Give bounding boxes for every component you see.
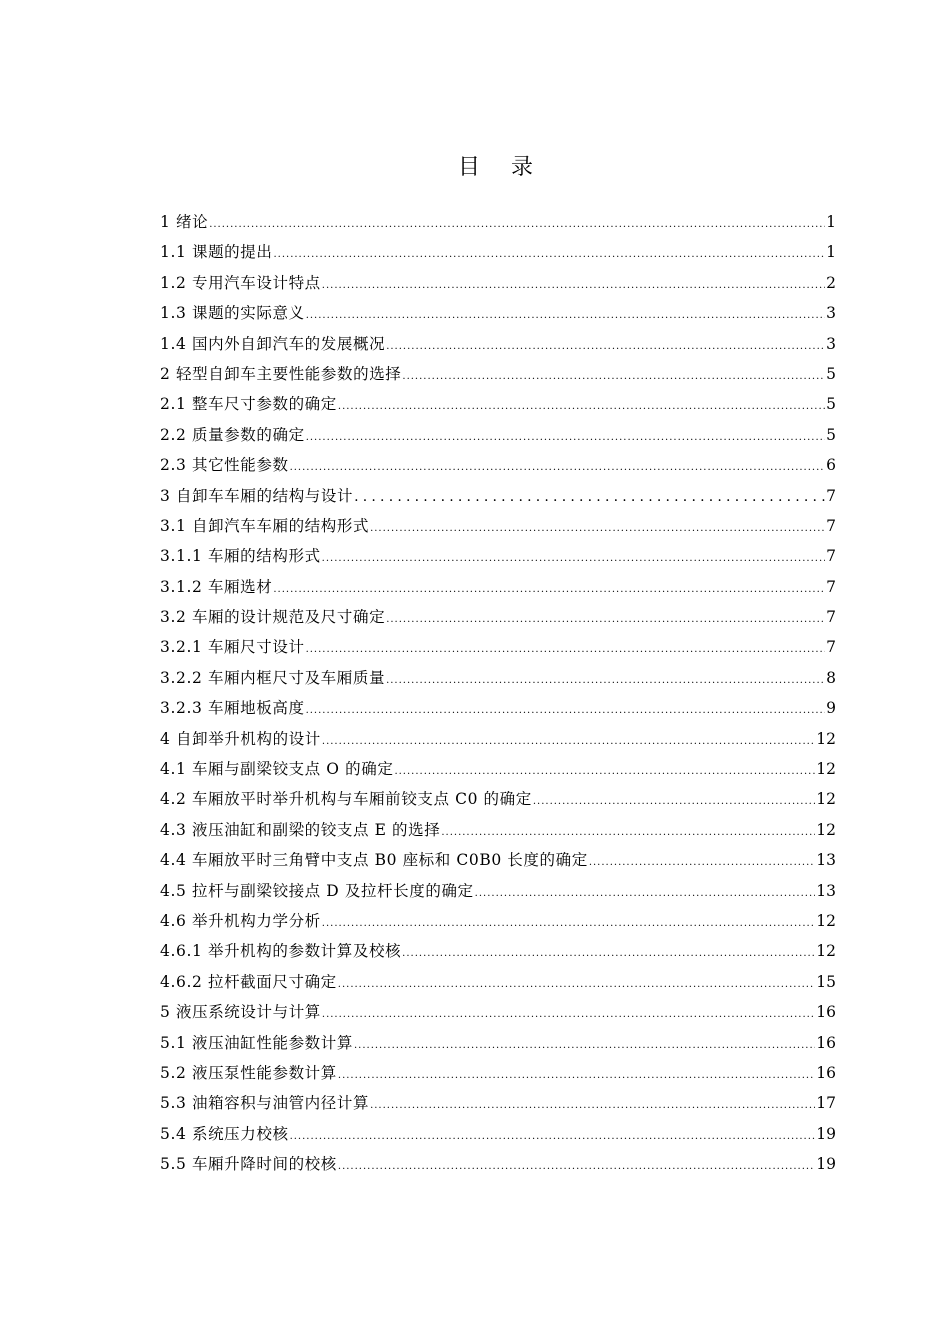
- toc-dot-leader: [386, 605, 825, 635]
- toc-entry-page-number: 16: [816, 1003, 836, 1022]
- toc-entry-page-number: 3: [826, 334, 836, 353]
- toc-dot-leader: [354, 1031, 815, 1061]
- toc-entry: [160, 632, 836, 662]
- toc-entry-page-number: 13: [816, 881, 836, 900]
- toc-entry-page-number: 5: [826, 425, 836, 444]
- toc-dot-leader: [322, 544, 825, 574]
- toc-entry-label: 2.1 整车尺寸参数的确定: [160, 395, 337, 414]
- toc-dot-leader: [533, 787, 815, 817]
- toc-entry-page-number: 19: [816, 1124, 836, 1143]
- toc-entry: [160, 663, 836, 693]
- toc-entry: [160, 967, 836, 997]
- toc-dot-leader: [322, 909, 815, 939]
- toc-entry-label: 5.4 系统压力校核: [160, 1124, 289, 1143]
- toc-entry-page-number: 12: [816, 790, 836, 809]
- toc-entry-page-number: 3: [826, 304, 836, 323]
- toc-entry: [160, 298, 836, 328]
- toc-dot-leader: [441, 818, 815, 848]
- toc-entry: [160, 602, 836, 632]
- toc-entry-label: 1 绪论: [160, 213, 209, 231]
- toc-entry-page-number: 12: [816, 760, 836, 779]
- toc-entry-page-number: 5: [826, 364, 836, 383]
- toc-entry-label: 4 自卸举升机构的设计: [160, 729, 321, 748]
- toc-entry-page-number: 16: [816, 1063, 836, 1082]
- toc-entry-label: 5.3 油箱容积与油管内径计算: [160, 1094, 370, 1113]
- toc-dot-leader: [273, 575, 825, 605]
- toc-dot-leader: [322, 1000, 815, 1030]
- toc-entry: [160, 359, 836, 389]
- toc-entry-page-number: 12: [816, 729, 836, 748]
- toc-entry: [160, 693, 836, 723]
- toc-entry-label: 1.1 课题的提出: [160, 243, 273, 262]
- toc-entry: [160, 997, 836, 1027]
- toc-entry-page-number: 5: [826, 395, 836, 414]
- toc-dot-leader: [290, 453, 826, 483]
- toc-entry: [160, 936, 836, 966]
- toc-entry-label: 4.2 车厢放平时举升机构与车厢前铰支点 C0 的确定: [160, 790, 532, 809]
- toc-entry-label: 3.1.1 车厢的结构形式: [160, 547, 321, 566]
- toc-entry-label: 2.3 其它性能参数: [160, 456, 289, 475]
- toc-entry-page-number: 1: [826, 213, 836, 231]
- toc-entry: [160, 389, 836, 419]
- toc-dot-leader: [589, 848, 815, 878]
- toc-entry: [160, 237, 836, 267]
- toc-entry-label: 2.2 质量参数的确定: [160, 425, 305, 444]
- toc-dot-leader: [402, 939, 815, 969]
- toc-entry: [160, 815, 836, 845]
- toc-entry-label: 5.1 液压油缸性能参数计算: [160, 1033, 353, 1052]
- toc-entry-label: 5.5 车厢升降时间的校核: [160, 1155, 337, 1174]
- toc-entry-label: 3.2.2 车厢内框尺寸及车厢质量: [160, 668, 386, 687]
- toc-dot-leader: [338, 970, 815, 1000]
- toc-entry: [160, 329, 836, 359]
- toc-entry: [160, 420, 836, 450]
- toc-entry-label: 3.1.2 车厢选材: [160, 577, 273, 596]
- toc-entry-page-number: 9: [826, 699, 836, 718]
- toc-entry-label: 3.1 自卸汽车车厢的结构形式: [160, 516, 370, 535]
- toc-entry-page-number: 12: [816, 820, 836, 839]
- toc-dot-leader: [338, 1061, 815, 1091]
- toc-entry-label: 1.2 专用汽车设计特点: [160, 273, 321, 292]
- toc-entry: [160, 845, 836, 875]
- toc-dot-leader: [338, 392, 825, 422]
- toc-entry: [160, 1149, 836, 1179]
- toc-entry: [160, 268, 836, 298]
- toc-dot-leader: [475, 879, 816, 909]
- toc-entry: [160, 754, 836, 784]
- toc-dot-leader: [394, 757, 815, 787]
- toc-entry-page-number: 6: [826, 456, 836, 475]
- toc-entry-label: 2 轻型自卸车主要性能参数的选择: [160, 364, 402, 383]
- toc-entry-page-number: 1: [826, 243, 836, 262]
- toc-entry-page-number: 7: [826, 608, 836, 627]
- toc-dot-leader: [338, 1152, 815, 1182]
- toc-dot-leader: [322, 271, 825, 301]
- toc-entry-page-number: 19: [816, 1155, 836, 1174]
- toc-entry-page-number: 12: [816, 911, 836, 930]
- toc-dot-leader: [306, 423, 825, 453]
- toc-entry-label: 3.2.1 车厢尺寸设计: [160, 638, 305, 657]
- toc-entry-label: 3.2.3 车厢地板高度: [160, 699, 305, 718]
- toc-dot-leader: [306, 301, 825, 331]
- toc-entry-page-number: 12: [816, 942, 836, 961]
- toc-entry: [160, 1119, 836, 1149]
- toc-entry-label: 1.3 课题的实际意义: [160, 304, 305, 323]
- toc-entry-label: 1.4 国内外自卸汽车的发展概况: [160, 334, 386, 353]
- toc-entry-page-number: 13: [816, 851, 836, 870]
- toc-dot-leader: [402, 362, 825, 392]
- toc-entry-page-number: 7: [826, 516, 836, 535]
- toc-entry: [160, 450, 836, 480]
- toc-entry: [160, 906, 836, 936]
- toc-entry: [160, 876, 836, 906]
- toc-entry-page-number: 7: [826, 547, 836, 566]
- toc-entry: [160, 1028, 836, 1058]
- toc-entry-label: 4.1 车厢与副梁铰支点 O 的确定: [160, 760, 394, 779]
- toc-entry: [160, 1088, 836, 1118]
- toc-entry-label: 3.2 车厢的设计规范及尺寸确定: [160, 608, 386, 627]
- toc-entry-page-number: 7: [826, 577, 836, 596]
- toc-entry: [160, 207, 836, 237]
- toc-entry-label: 4.3 液压油缸和副梁的铰支点 E 的选择: [160, 820, 441, 839]
- toc-entry-page-number: 7: [826, 486, 836, 505]
- toc-dot-leader: [290, 1122, 816, 1152]
- toc-entry-label: 4.6.1 举升机构的参数计算及校核: [160, 942, 402, 961]
- toc-list: [160, 207, 836, 1180]
- toc-entry: [160, 572, 836, 602]
- toc-dot-leader: [354, 482, 825, 512]
- toc-entry: [160, 481, 836, 511]
- toc-entry-label: 4.6 举升机构力学分析: [160, 911, 321, 930]
- toc-title: 目 录: [458, 155, 545, 180]
- toc-dot-leader: [209, 210, 825, 240]
- toc-dot-leader: [306, 635, 826, 665]
- toc-entry-page-number: 7: [826, 638, 836, 657]
- toc-entry-page-number: 16: [816, 1033, 836, 1052]
- toc-entry-label: 3 自卸车车厢的结构与设计: [160, 486, 354, 505]
- toc-entry-label: 5.2 液压泵性能参数计算: [160, 1063, 337, 1082]
- toc-entry-page-number: 8: [826, 668, 836, 687]
- toc-entry-page-number: 15: [816, 972, 836, 991]
- toc-entry: [160, 784, 836, 814]
- toc-dot-leader: [386, 332, 825, 362]
- toc-dot-leader: [306, 696, 826, 726]
- toc-dot-leader: [273, 240, 825, 270]
- toc-entry-page-number: 17: [816, 1094, 836, 1113]
- toc-entry: [160, 1058, 836, 1088]
- toc-entry: [160, 724, 836, 754]
- toc-entry-label: 5 液压系统设计与计算: [160, 1003, 321, 1022]
- toc-entry-label: 4.4 车厢放平时三角臂中支点 B0 座标和 C0B0 长度的确定: [160, 851, 588, 870]
- toc-dot-leader: [370, 1091, 815, 1121]
- toc-dot-leader: [370, 514, 825, 544]
- toc-entry: [160, 541, 836, 571]
- toc-entry-page-number: 2: [826, 273, 836, 292]
- toc-entry-label: 4.5 拉杆与副梁铰接点 D 及拉杆长度的确定: [160, 881, 474, 900]
- toc-entry-label: 4.6.2 拉杆截面尺寸确定: [160, 972, 337, 991]
- toc-dot-leader: [322, 727, 815, 757]
- toc-dot-leader: [386, 666, 825, 696]
- toc-entry: [160, 511, 836, 541]
